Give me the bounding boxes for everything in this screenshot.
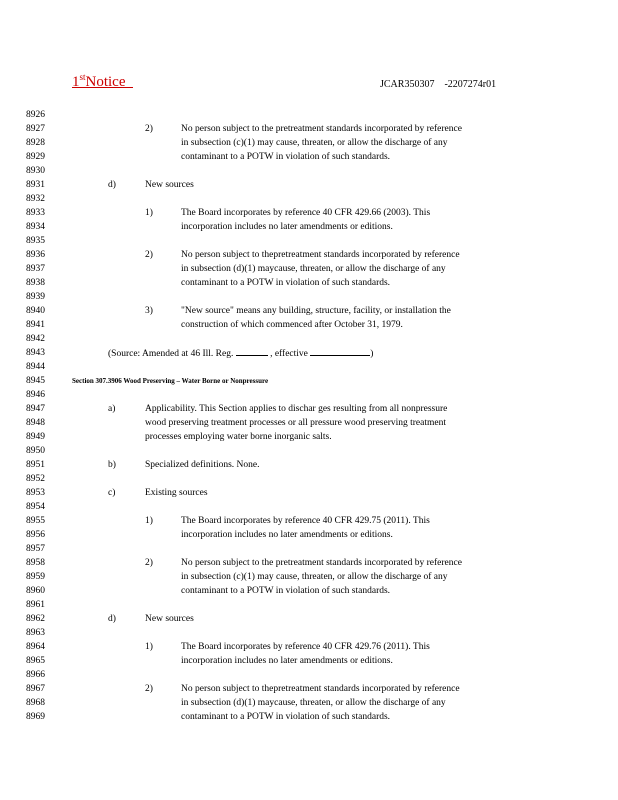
list-label: 2) (145, 684, 153, 694)
line-number: 8949 (26, 432, 45, 442)
line-number: 8952 (26, 474, 45, 484)
line-number: 8955 (26, 516, 45, 526)
list-label: c) (108, 488, 116, 498)
paragraph-text: New sources (145, 180, 194, 190)
line-number: 8945 (26, 376, 45, 386)
text-line (0, 360, 618, 374)
line-number: 8935 (26, 236, 45, 246)
list-label: b) (108, 460, 116, 470)
line-number: 8946 (26, 390, 45, 400)
text-line (0, 374, 618, 388)
paragraph-text: Existing sources (145, 488, 208, 498)
line-number: 8930 (26, 166, 45, 176)
line-number: 8944 (26, 362, 45, 372)
line-number: 8939 (26, 292, 45, 302)
paragraph-text: processes employing water borne inorganic salts. (145, 432, 332, 442)
list-label: d) (108, 180, 116, 190)
line-number: 8967 (26, 684, 45, 694)
line-number: 8936 (26, 250, 45, 260)
line-number: 8953 (26, 488, 45, 498)
text-line (0, 416, 618, 430)
text-line (0, 108, 618, 122)
line-number: 8929 (26, 152, 45, 162)
paragraph-text: "New source" means any building, structure, facility, or installation the (181, 306, 451, 316)
line-number: 8965 (26, 656, 45, 666)
text-line (0, 304, 618, 318)
line-number: 8942 (26, 334, 45, 344)
paragraph-text: Applicability. This Section applies to dischar ges resulting from all nonpressure (145, 404, 448, 414)
line-number: 8950 (26, 446, 45, 456)
text-line (0, 542, 618, 556)
line-number: 8947 (26, 404, 45, 414)
list-label: a) (108, 404, 116, 414)
text-line (0, 696, 618, 710)
list-label: 1) (145, 516, 153, 526)
paragraph-text: The Board incorporates by reference 40 CFR 429.76 (2011). This (181, 642, 430, 652)
paragraph-text: construction of which commenced after October 31, 1979. (181, 320, 403, 330)
line-number: 8966 (26, 670, 45, 680)
text-line (0, 262, 618, 276)
line-number: 8941 (26, 320, 45, 330)
line-number: 8934 (26, 222, 45, 232)
line-number: 8932 (26, 194, 45, 204)
list-label: 1) (145, 642, 153, 652)
paragraph-text: contaminant to a POTW in violation of such standards. (181, 586, 391, 596)
text-line (0, 654, 618, 668)
paragraph-text: incorporation includes no later amendments or editions. (181, 530, 393, 540)
paragraph-text: The Board incorporates by reference 40 CFR 429.66 (2003). This (181, 208, 431, 218)
line-number: 8968 (26, 698, 45, 708)
text-line (0, 612, 618, 626)
text-line (0, 402, 618, 416)
text-line (0, 388, 618, 402)
paragraph-text: incorporation includes no later amendments or editions. (181, 656, 393, 666)
paragraph-text: in subsection (d)(1) maycause, threaten, or allow the discharge of any (181, 264, 446, 274)
list-label: 2) (145, 250, 153, 260)
notice-heading: 1stNotice (72, 72, 126, 90)
paragraph-text: New sources (145, 614, 194, 624)
text-line (0, 528, 618, 542)
text-line (0, 122, 618, 136)
paragraph-text: No person subject to thepretreatment standards incorporated by reference (181, 684, 460, 694)
list-label: 3) (145, 306, 153, 316)
text-line (0, 570, 618, 584)
text-line (0, 500, 618, 514)
line-number: 8948 (26, 418, 45, 428)
text-line (0, 682, 618, 696)
line-number: 8957 (26, 544, 45, 554)
text-line (0, 444, 618, 458)
paragraph-text: contaminant to a POTW in violation of such standards. (181, 278, 391, 288)
text-line (0, 626, 618, 640)
line-number: 8960 (26, 586, 45, 596)
line-number: 8928 (26, 138, 45, 148)
paragraph-text: Specialized definitions. None. (145, 460, 260, 470)
list-label: 2) (145, 558, 153, 568)
text-line (0, 458, 618, 472)
text-line (0, 640, 618, 654)
paragraph-text: No person subject to thepretreatment standards incorporated by reference (181, 250, 460, 260)
source-note: (Source: Amended at 46 Ill. Reg. , effective ) (108, 346, 373, 361)
line-number: 8959 (26, 572, 45, 582)
paragraph-text: contaminant to a POTW in violation of such standards. (181, 152, 391, 162)
paragraph-text: incorporation includes no later amendments or editions. (181, 222, 393, 232)
paragraph-text: No person subject to the pretreatment standards incorporated by reference (181, 558, 462, 568)
line-number: 8940 (26, 306, 45, 316)
text-line (0, 220, 618, 234)
text-line (0, 556, 618, 570)
text-line (0, 192, 618, 206)
line-numbered-text (0, 108, 618, 724)
text-line (0, 514, 618, 528)
list-label: 1) (145, 208, 153, 218)
text-line (0, 178, 618, 192)
paragraph-text: in subsection (c)(1) may cause, threaten, or allow the discharge of any (181, 138, 448, 148)
text-line (0, 710, 618, 724)
section-heading: Section 307.3906 Wood Preserving – Water Borne or Nonpressure (72, 377, 269, 385)
list-label: d) (108, 614, 116, 624)
line-number: 8951 (26, 460, 45, 470)
line-number: 8961 (26, 600, 45, 610)
text-line (0, 584, 618, 598)
text-line (0, 248, 618, 262)
paragraph-text: contaminant to a POTW in violation of such standards. (181, 712, 391, 722)
line-number: 8927 (26, 124, 45, 134)
text-line (0, 472, 618, 486)
text-line (0, 430, 618, 444)
paragraph-text: in subsection (d)(1) maycause, threaten, or allow the discharge of any (181, 698, 446, 708)
text-line (0, 668, 618, 682)
text-line (0, 150, 618, 164)
line-number: 8958 (26, 558, 45, 568)
paragraph-text: The Board incorporates by reference 40 CFR 429.75 (2011). This (181, 516, 430, 526)
line-number: 8931 (26, 180, 45, 190)
text-line (0, 486, 618, 500)
text-line (0, 206, 618, 220)
text-line (0, 276, 618, 290)
paragraph-text: No person subject to the pretreatment standards incorporated by reference (181, 124, 462, 134)
line-number: 8964 (26, 642, 45, 652)
paragraph-text: in subsection (c)(1) may cause, threaten, or allow the discharge of any (181, 572, 448, 582)
text-line (0, 136, 618, 150)
line-number: 8926 (26, 110, 45, 120)
text-line (0, 598, 618, 612)
line-number: 8943 (26, 348, 45, 358)
text-line (0, 290, 618, 304)
paragraph-text: wood preserving treatment processes or all pressure wood preserving treatment (145, 418, 446, 428)
line-number: 8954 (26, 502, 45, 512)
line-number: 8962 (26, 614, 45, 624)
line-number: 8933 (26, 208, 45, 218)
text-line (0, 332, 618, 346)
list-label: 2) (145, 124, 153, 134)
text-line (0, 346, 618, 360)
text-line (0, 318, 618, 332)
line-number: 8956 (26, 530, 45, 540)
line-number: 8938 (26, 278, 45, 288)
line-number: 8937 (26, 264, 45, 274)
text-line (0, 164, 618, 178)
text-line (0, 234, 618, 248)
document-code: JCAR350307 -2207274r01 (380, 79, 497, 90)
line-number: 8969 (26, 712, 45, 722)
line-number: 8963 (26, 628, 45, 638)
